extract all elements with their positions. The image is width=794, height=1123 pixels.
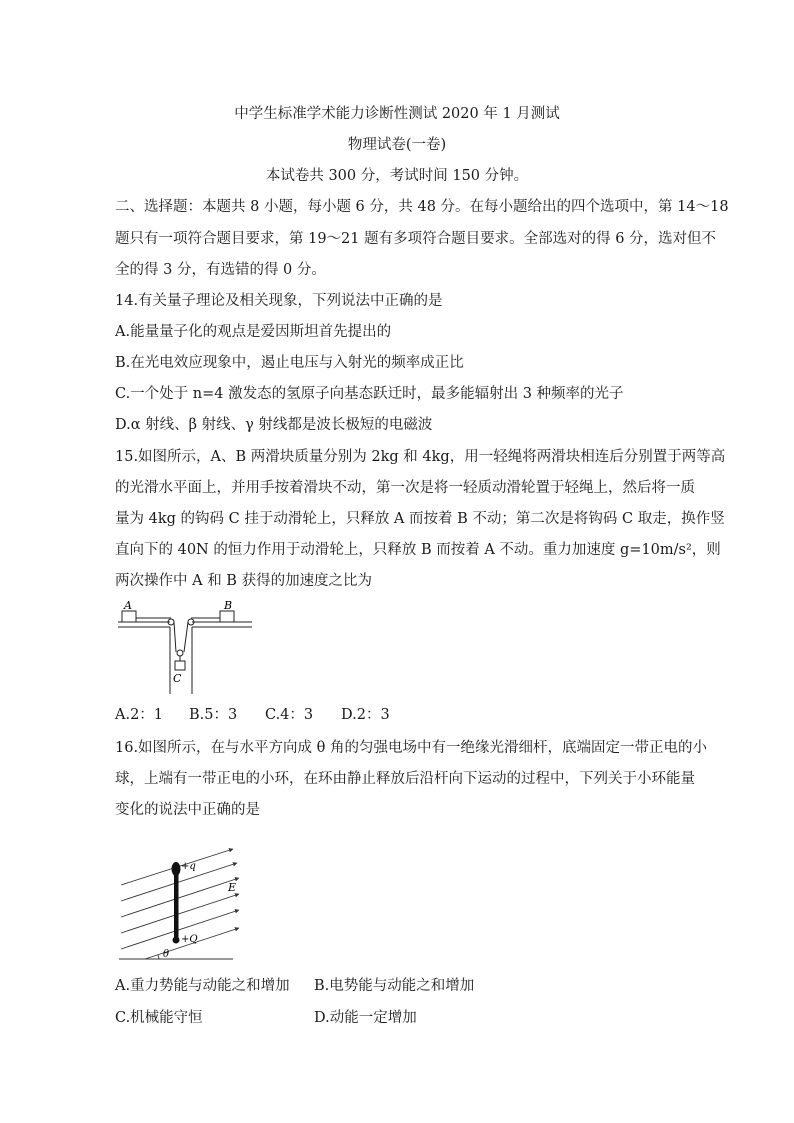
q16-label-Q: +Q — [181, 934, 198, 945]
section-line: 二、选择题：本题共 8 小题，每小题 6 分，共 48 分。在每小题给出的四个选项中，第 14～18 — [115, 199, 729, 215]
q16-option-d: D.动能一定增加 — [314, 1010, 417, 1026]
q16-option-b: B.电势能与动能之和增加 — [314, 978, 475, 994]
q14-stem: 14.有关量子理论及相关现象，下列说法中正确的是 — [115, 293, 443, 309]
q16-option-a: A.重力势能与动能之和增加 — [115, 978, 290, 994]
charged-ring — [172, 862, 181, 876]
q15-stem-line: 量为 4kg 的钩码 C 挂于动滑轮上，只释放 A 而按着 B 不动；第二次是将钩码 C 取走，换作竖 — [115, 511, 725, 527]
q15-label-c: C — [173, 672, 182, 685]
section-line: 全的得 3 分，有选错的得 0 分。 — [115, 262, 326, 278]
q16-option-c: C.机械能守恒 — [115, 1010, 203, 1026]
exam-note: 本试卷共 300 分，考试时间 150 分钟。 — [265, 168, 529, 184]
q16-field-figure — [115, 845, 250, 965]
q15-stem-line: 15.如图所示，A、B 两滑块质量分别为 2kg 和 4kg，用一轻绳将两滑块相连后分别置于两等高 — [115, 449, 726, 465]
section-line: 题只有一项符合题目要求，第 19～21 题有多项符合题目要求。全部选对的得 6 分，选对但不 — [115, 231, 717, 247]
q15-pulley-figure — [112, 598, 262, 698]
q16-stem-line: 球，上端有一带正电的小环，在环由静止释放后沿杆向下运动的过程中，下列关于小环能量 — [115, 771, 695, 787]
q15-option-a: A.2：1 — [115, 707, 164, 723]
q16-stem-line: 变化的说法中正确的是 — [115, 802, 260, 818]
q16-stem-line: 16.如图所示，在与水平方向成 θ 角的匀强电场中有一绝缘光滑细杆，底端固定一带正电的小 — [115, 740, 708, 756]
q15-label-a: A — [124, 599, 132, 612]
charged-ball — [173, 937, 180, 944]
q14-option-b: B.在光电效应现象中，遏止电压与入射光的频率成正比 — [115, 355, 464, 371]
q15-stem-line: 两次操作中 A 和 B 获得的加速度之比为 — [115, 573, 373, 589]
q15-option-c: C.4：3 — [265, 707, 314, 723]
q15-stem-line: 的光滑水平面上，并用手按着滑块不动，第一次是将一轻质动滑轮置于轻绳上，然后将一质 — [115, 480, 695, 496]
q16-label-q: +q — [181, 861, 196, 872]
exam-subtitle: 物理试卷(一卷) — [347, 137, 447, 153]
q14-option-d: D.α 射线、β 射线、γ 射线都是波长极短的电磁波 — [115, 417, 433, 433]
q16-label-e: E — [228, 881, 237, 894]
q15-option-b: B.5：3 — [189, 707, 238, 723]
q15-label-b: B — [224, 599, 233, 612]
q14-option-a: A.能量量子化的观点是爱因斯坦首先提出的 — [115, 324, 392, 340]
q16-label-theta: θ — [163, 949, 170, 960]
q15-stem-line: 直向下的 40N 的恒力作用于动滑轮上，只释放 B 而按着 A 不动。重力加速度 g=10m/s²，则 — [115, 542, 721, 558]
exam-title: 中学生标准学术能力诊断性测试 2020 年 1 月测试 — [234, 106, 560, 122]
q14-option-c: C.一个处于 n=4 激发态的氢原子向基态跃迁时，最多能辐射出 3 种频率的光子 — [115, 386, 624, 402]
q15-option-d: D.2：3 — [341, 707, 390, 723]
